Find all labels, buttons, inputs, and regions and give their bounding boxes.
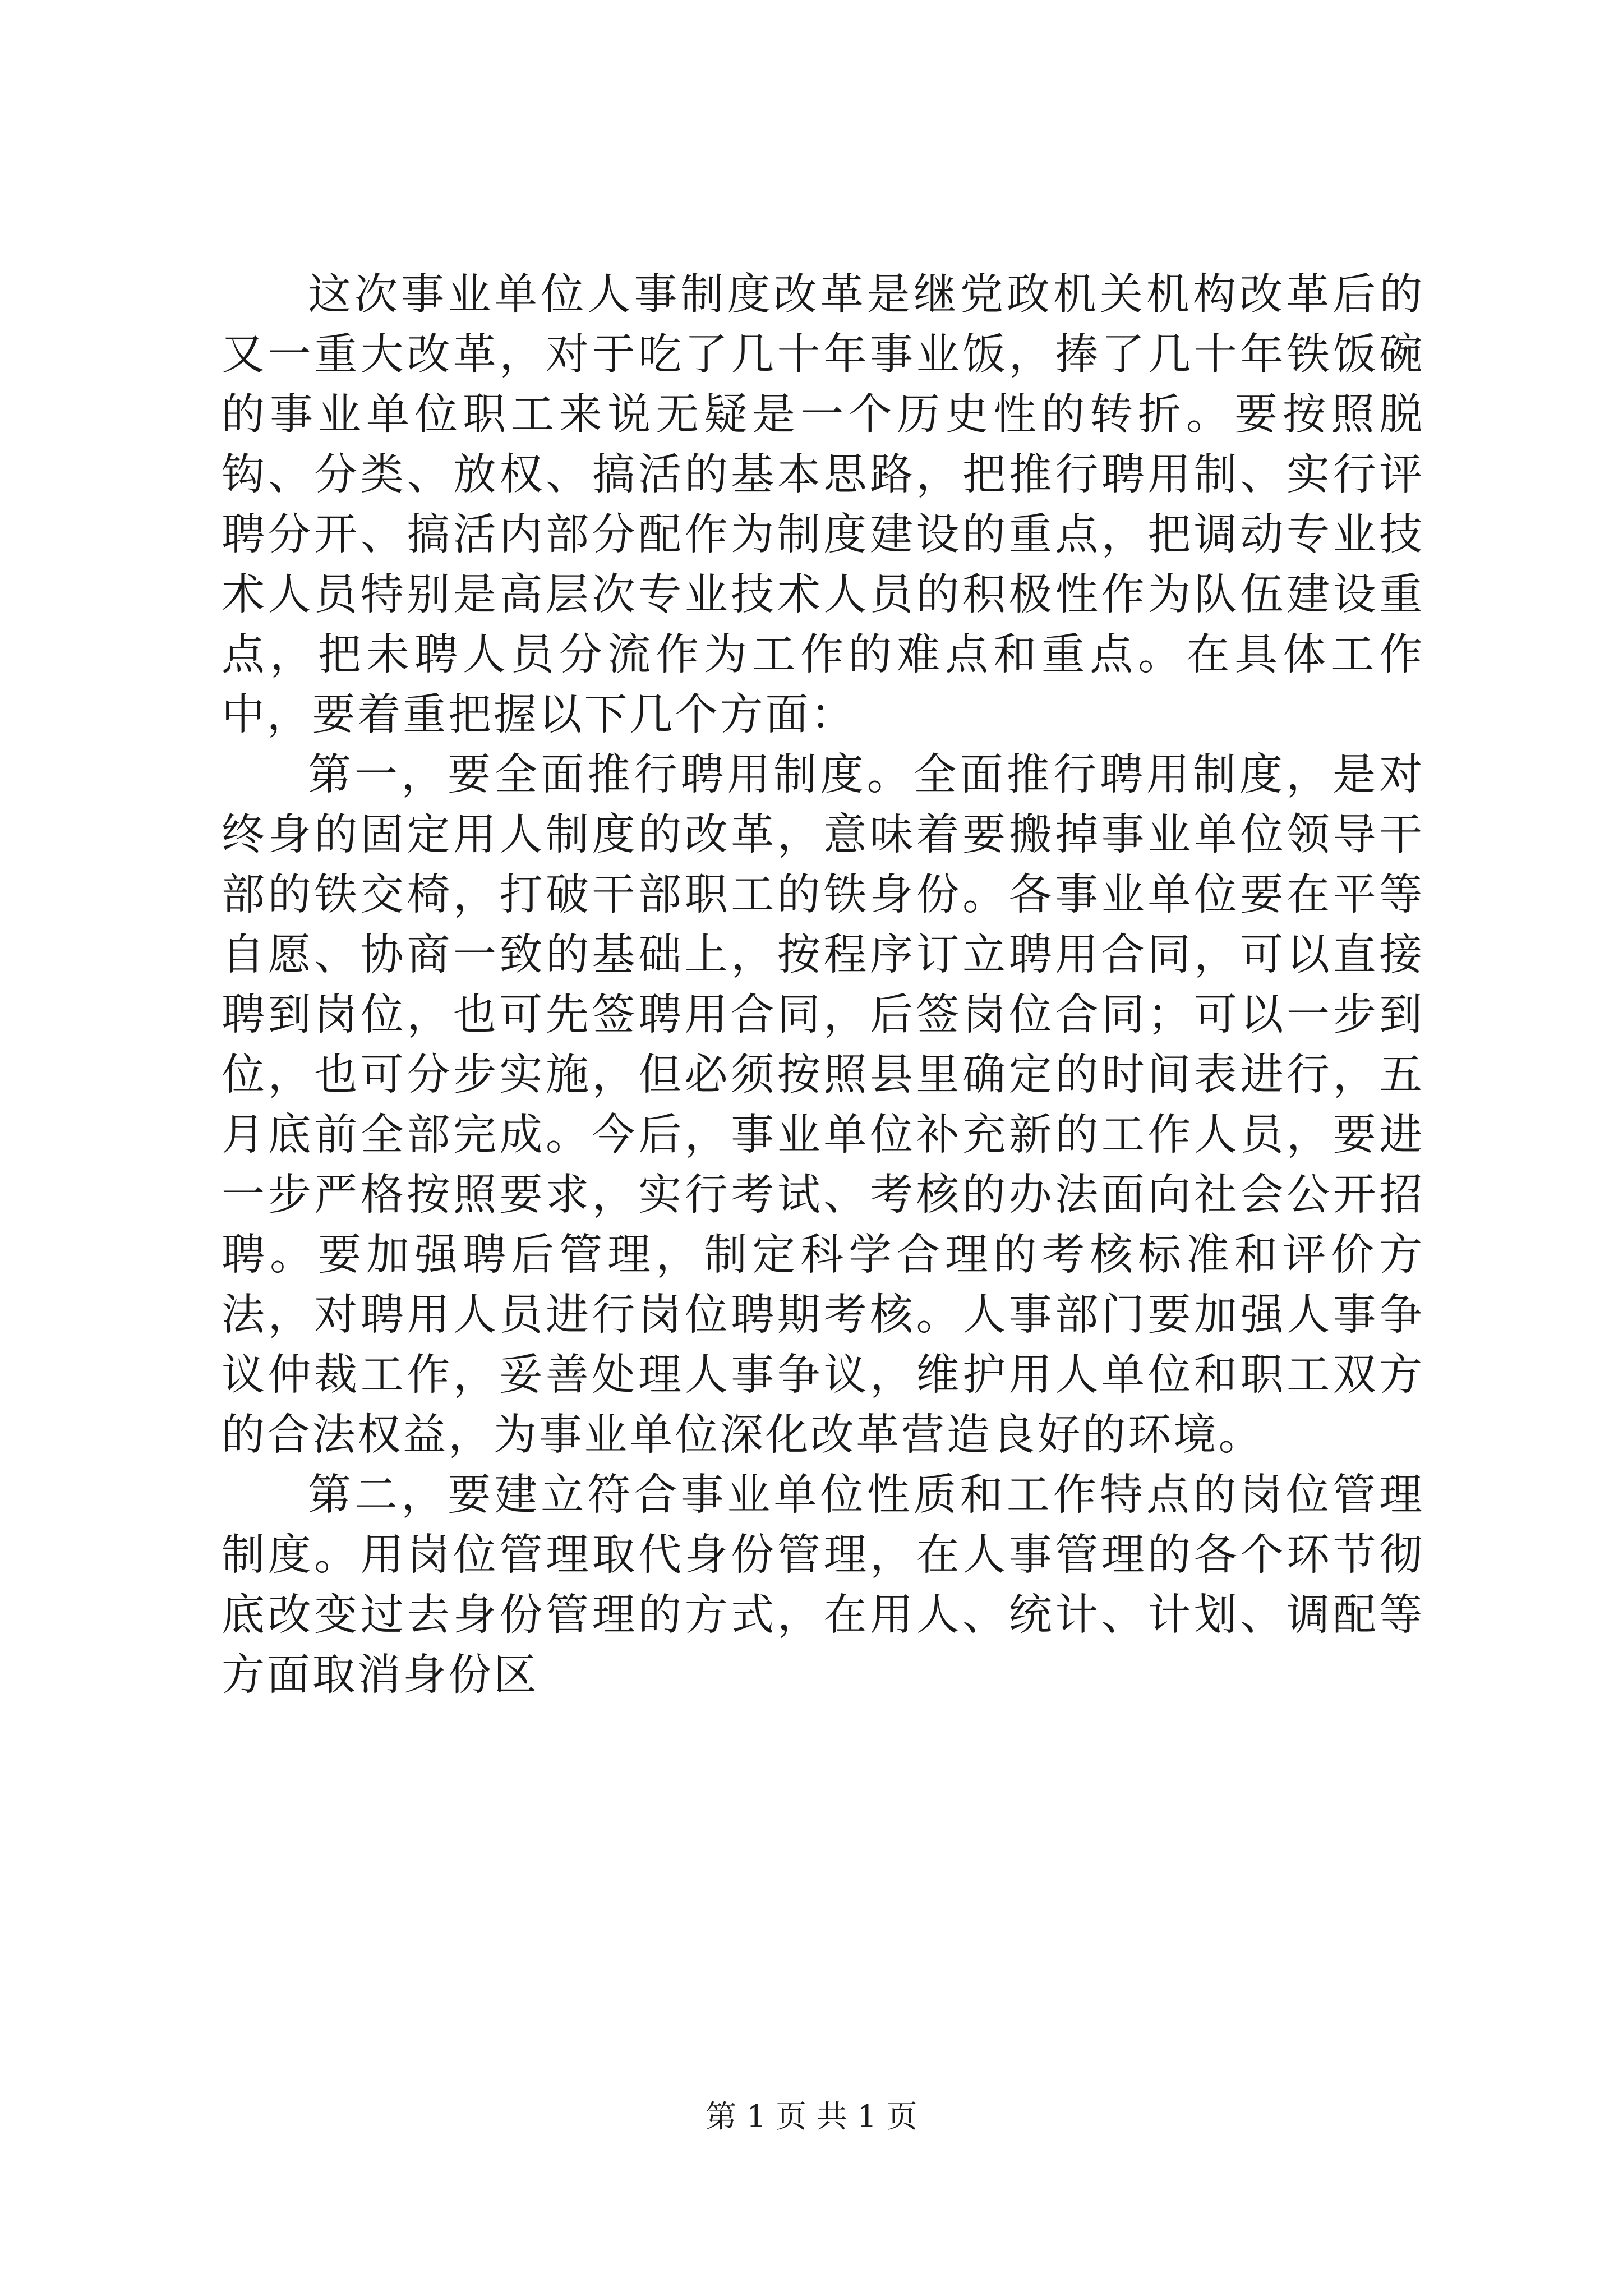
- document-body: [222, 265, 1424, 1705]
- page-footer: 第 1 页 共 1 页: [706, 2099, 917, 2134]
- paragraph-first-point: 第一，要全面推行聘用制度。全面推行聘用制度，是对终身的固定用人制度的改革，意味着要搬掉事业单位领导干部的铁交椅，打破干部职工的铁身份。各事业单位要在平等自愿、协商一致的基础上，按程序订立聘用合同，可以直接聘到岗位，也可先签聘用合同，后签岗位合同；可以一步到位，也可分步实施，但必须按照县里确定的时间表进行，五月底前全部完成。今后，事业单位补充新的工作人员，要进一步严格按照要求，实行考试、考核的办法面向社会公开招聘。要加强聘后管理，制定科学合理的考核标准和评价方法，对聘用人员进行岗位聘期考核。人事部门要加强人事争议仲裁工作，妥善处理人事争议，维护用人单位和职工双方的合法权益，为事业单位深化改革营造良好的环境。: [222, 750, 1424, 1460]
- paragraph-intro: 这次事业单位人事制度改革是继党政机关机构改革后的又一重大改革，对于吃了几十年事业饭，捧了几十年铁饭碗的事业单位职工来说无疑是一个历史性的转折。要按照脱钩、分类、放权、搞活的基本思路，把推行聘用制、实行评聘分开、搞活内部分配作为制度建设的重点，把调动专业技术人员特别是高层次专业技术人员的积极性作为队伍建设重点，把未聘人员分流作为工作的难点和重点。在具体工作中，要着重把握以下几个方面：: [222, 270, 1424, 740]
- paragraph-second-point: 第二，要建立符合事业单位性质和工作特点的岗位管理制度。用岗位管理取代身份管理，在人事管理的各个环节彻底改变过去身份管理的方式，在用人、统计、计划、调配等方面取消身份区: [222, 1470, 1424, 1700]
